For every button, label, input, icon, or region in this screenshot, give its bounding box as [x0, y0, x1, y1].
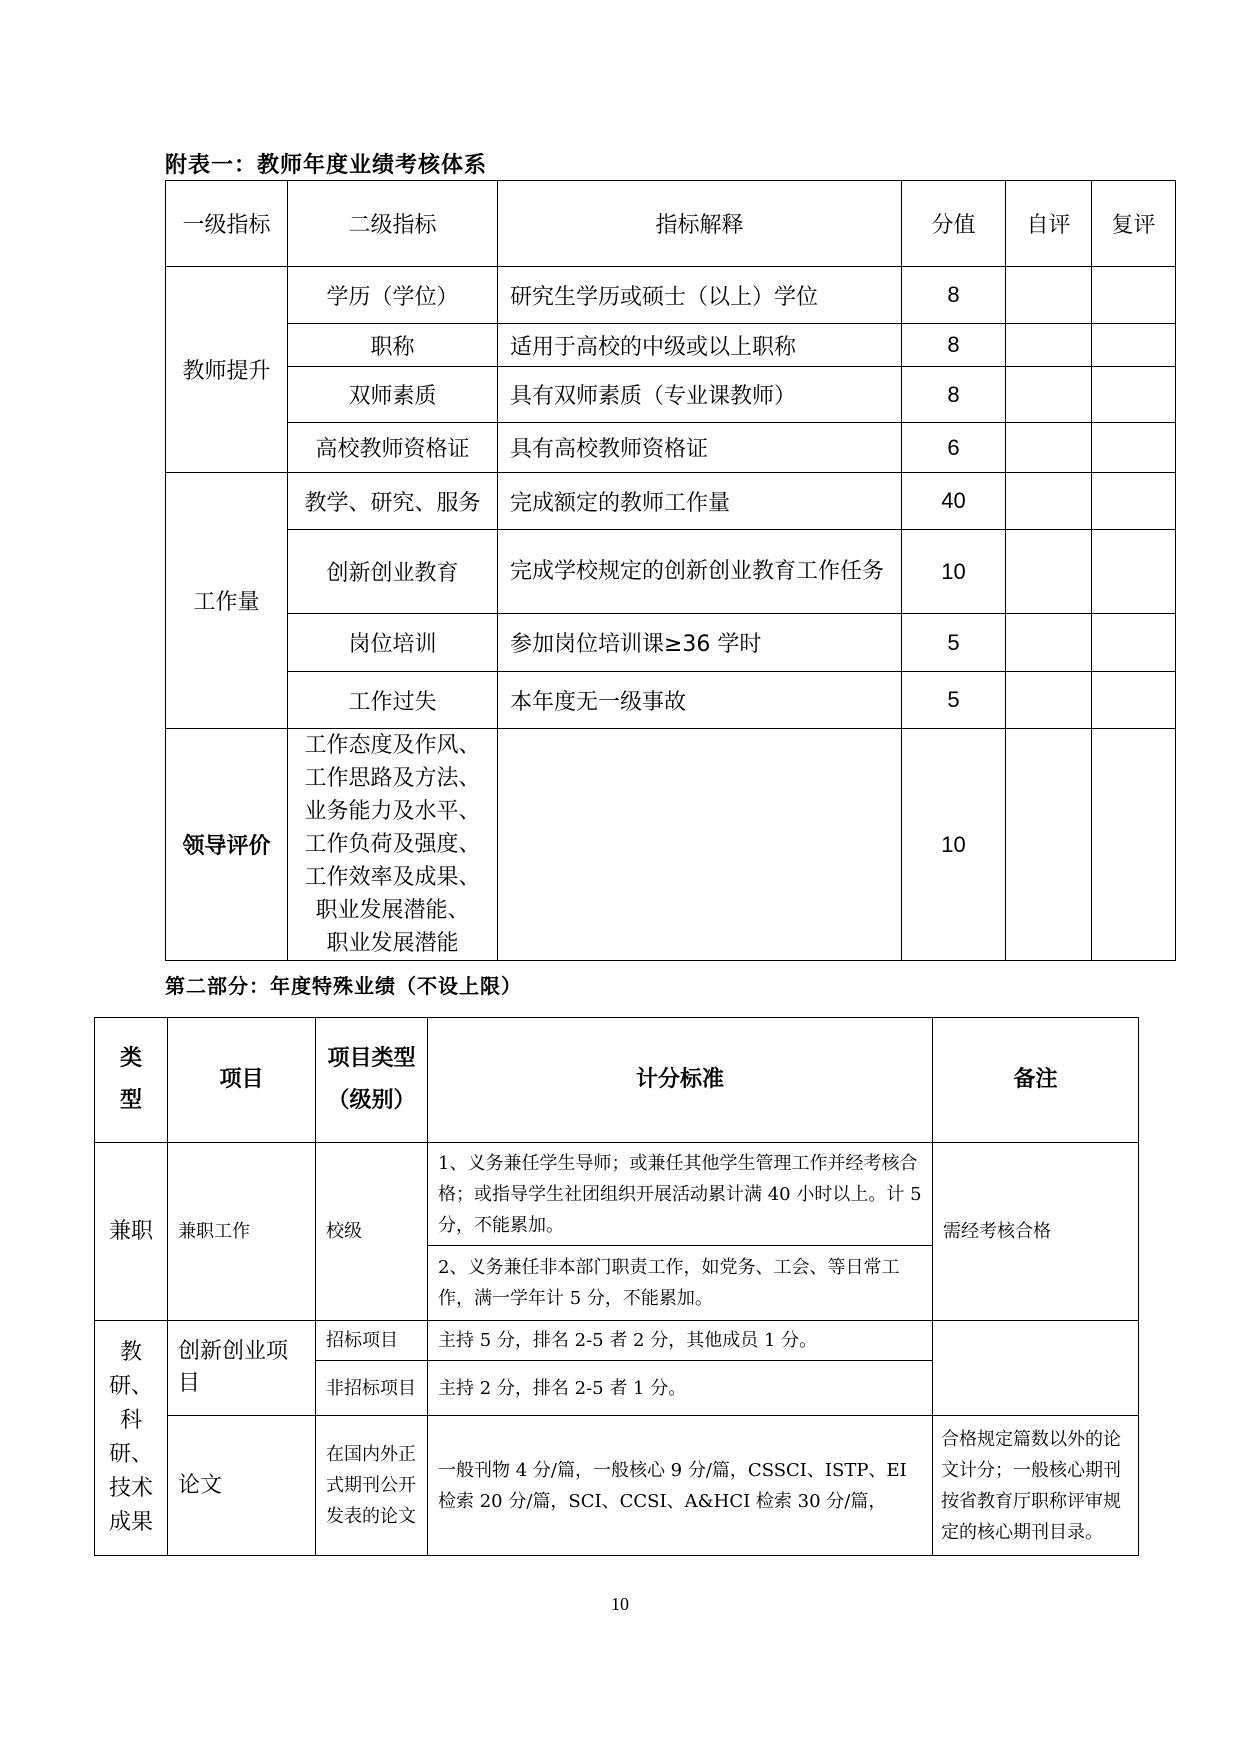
- criteria-cell: 主持 2 分，排名 2-5 者 1 分。: [428, 1361, 933, 1416]
- review-cell[interactable]: [1092, 530, 1176, 614]
- note-cell: 需经考核合格: [933, 1143, 1139, 1321]
- leader-item: 职业发展潜能、: [315, 898, 470, 923]
- criteria-cell: 1、义务兼任学生导师；或兼任其他学生管理工作并经考核合格；或指导学生社团组织开展活动累计满 40 小时以上。计 5 分，不能累加。: [428, 1143, 933, 1246]
- description-cell: 本年度无一级事故: [498, 672, 902, 729]
- project-cell: 创新创业项目: [168, 1321, 316, 1416]
- header-cell: 备注: [933, 1018, 1139, 1143]
- table-row: [166, 367, 1176, 423]
- score-cell: 8: [902, 267, 1006, 324]
- review-cell[interactable]: [1092, 473, 1176, 530]
- review-cell[interactable]: [1092, 324, 1176, 367]
- sub-indicator-cell: 高校教师资格证: [288, 423, 498, 473]
- sub-indicator-cell: 双师素质: [288, 367, 498, 423]
- header-cell: 项目: [168, 1018, 316, 1143]
- group-cell: 领导评价: [166, 729, 288, 961]
- leader-item: 工作思路及方法、: [304, 766, 481, 791]
- header-cell: 二级指标: [288, 181, 498, 267]
- review-cell[interactable]: [1092, 672, 1176, 729]
- assessment-table: [165, 180, 1176, 961]
- review-cell[interactable]: [1092, 267, 1176, 324]
- level-cell: 校级: [316, 1143, 428, 1321]
- table-row: [166, 423, 1176, 473]
- criteria-cell: 一般刊物 4 分/篇，一般核心 9 分/篇，CSSCI、ISTP、EI 检索 20 分/篇，SCI、CCSI、A&HCI 检索 30 分/篇，: [428, 1416, 933, 1556]
- self-eval-cell[interactable]: [1006, 267, 1092, 324]
- score-cell: 6: [902, 423, 1006, 473]
- header-cell: 一级指标: [166, 181, 288, 267]
- self-eval-cell[interactable]: [1006, 530, 1092, 614]
- score-cell: 40: [902, 473, 1006, 530]
- table-row: [166, 324, 1176, 367]
- score-cell: 8: [902, 367, 1006, 423]
- description-cell: 研究生学历或硕士（以上）学位: [498, 267, 902, 324]
- header-cell: 复评: [1092, 181, 1176, 267]
- description-cell: 完成学校规定的创新创业教育工作任务: [498, 530, 902, 614]
- score-cell: 5: [902, 672, 1006, 729]
- page-number: 10: [611, 1594, 629, 1614]
- leader-item: 工作效率及成果、: [304, 865, 481, 890]
- table-row: [166, 267, 1176, 324]
- leader-item: 业务能力及水平、: [304, 799, 481, 824]
- project-cell: 兼职工作: [168, 1143, 316, 1321]
- sub-indicator-cell: 创新创业教育: [288, 530, 498, 614]
- level-cell: 非招标项目: [316, 1361, 428, 1416]
- note-cell: [933, 1321, 1139, 1416]
- table-row: [166, 530, 1176, 614]
- leader-item: 工作态度及作风、: [304, 733, 481, 758]
- leader-items-cell: [288, 729, 498, 961]
- score-cell: 10: [902, 530, 1006, 614]
- level-cell: 在国内外正式期刊公开发表的论文: [316, 1416, 428, 1556]
- description-cell: 具有双师素质（专业课教师）: [498, 367, 902, 423]
- table-row: [166, 729, 1176, 961]
- level-cell: 招标项目: [316, 1321, 428, 1361]
- table-row: [166, 672, 1176, 729]
- score-cell: 8: [902, 324, 1006, 367]
- table-row: [95, 1416, 1139, 1556]
- table-row: [166, 473, 1176, 530]
- sub-indicator-cell: 工作过失: [288, 672, 498, 729]
- self-eval-cell[interactable]: [1006, 367, 1092, 423]
- description-cell: 完成额定的教师工作量: [498, 473, 902, 530]
- criteria-cell: 2、义务兼任非本部门职责工作，如党务、工会、等日常工作，满一学年计 5 分，不能累加。: [428, 1246, 933, 1321]
- description-cell: 参加岗位培训课≥36 学时: [498, 614, 902, 672]
- table-header-row: [95, 1018, 1139, 1143]
- leader-item: 工作负荷及强度、: [304, 832, 481, 857]
- project-cell: 论文: [168, 1416, 316, 1556]
- review-cell[interactable]: [1092, 367, 1176, 423]
- self-eval-cell[interactable]: [1006, 324, 1092, 367]
- table-header-row: [166, 181, 1176, 267]
- header-cell: 自评: [1006, 181, 1092, 267]
- score-cell: 10: [902, 729, 1006, 961]
- description-cell: 具有高校教师资格证: [498, 423, 902, 473]
- category-cell: 兼职: [95, 1143, 168, 1321]
- special-achievements-table: [94, 1017, 1139, 1556]
- header-cell: 分值: [902, 181, 1006, 267]
- header-cell: 指标解释: [498, 181, 902, 267]
- self-eval-cell[interactable]: [1006, 614, 1092, 672]
- header-cell: 项目类型（级别）: [316, 1018, 428, 1143]
- score-cell: 5: [902, 614, 1006, 672]
- description-cell: [498, 729, 902, 961]
- table-row: [95, 1143, 1139, 1246]
- group-cell: 教师提升: [166, 267, 288, 473]
- table-row: [95, 1321, 1139, 1361]
- review-cell[interactable]: [1092, 423, 1176, 473]
- category-cell: 教研、科研、技术成果: [95, 1321, 168, 1556]
- leader-item: 职业发展潜能: [326, 931, 459, 956]
- description-cell: 适用于高校的中级或以上职称: [498, 324, 902, 367]
- header-cell: 类型: [95, 1018, 168, 1143]
- review-cell[interactable]: [1092, 614, 1176, 672]
- page-title: 附表一：教师年度业绩考核体系: [165, 153, 488, 178]
- sub-indicator-cell: 学历（学位）: [288, 267, 498, 324]
- header-cell: 计分标准: [428, 1018, 933, 1143]
- sub-indicator-cell: 岗位培训: [288, 614, 498, 672]
- sub-indicator-cell: 教学、研究、服务: [288, 473, 498, 530]
- self-eval-cell[interactable]: [1006, 423, 1092, 473]
- note-cell: 合格规定篇数以外的论文计分；一般核心期刊按省教育厅职称评审规定的核心期刊目录。: [933, 1416, 1139, 1556]
- table-row: [166, 614, 1176, 672]
- self-eval-cell[interactable]: [1006, 729, 1092, 961]
- self-eval-cell[interactable]: [1006, 473, 1092, 530]
- criteria-cell: 主持 5 分，排名 2-5 者 2 分，其他成员 1 分。: [428, 1321, 933, 1361]
- section-title: 第二部分：年度特殊业绩（不设上限）: [165, 974, 522, 998]
- self-eval-cell[interactable]: [1006, 672, 1092, 729]
- review-cell[interactable]: [1092, 729, 1176, 961]
- group-cell: 工作量: [166, 473, 288, 729]
- sub-indicator-cell: 职称: [288, 324, 498, 367]
